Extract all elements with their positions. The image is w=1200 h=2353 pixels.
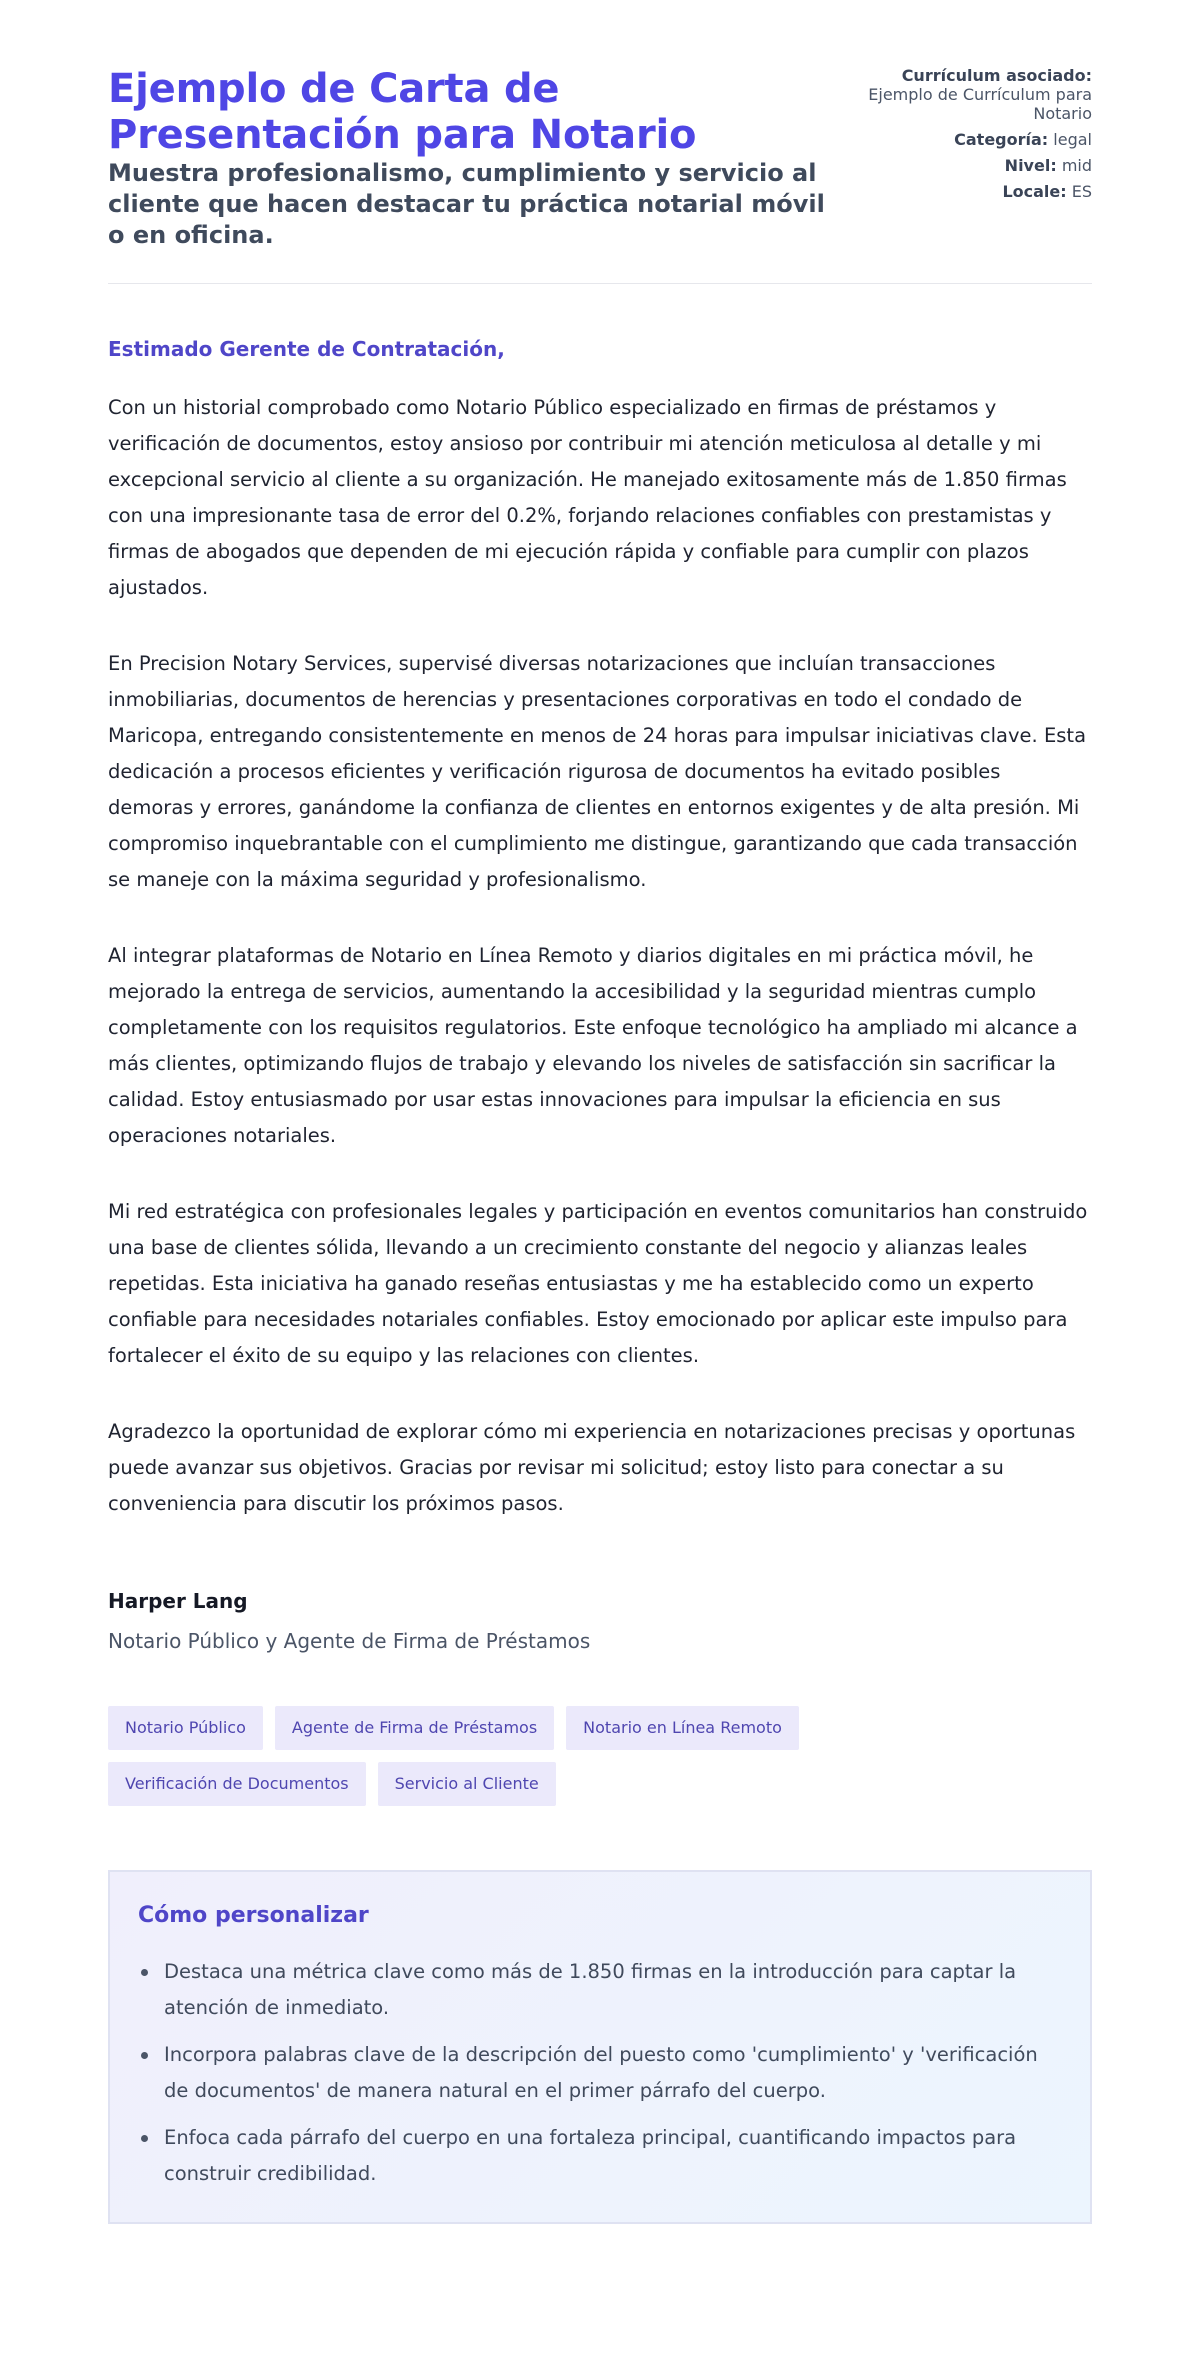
page-title: Ejemplo de Carta de Presentación para Notario <box>108 66 697 158</box>
tip-item <box>138 2120 1062 2192</box>
customize-tips-box <box>108 1870 1092 2224</box>
meta-level <box>862 156 1092 175</box>
skill-tag: Agente de Firma de Préstamos <box>275 1706 554 1750</box>
letter-paragraph: Con un historial comprobado como Notario Público especializado en firmas de préstamos y verificación de documentos, estoy ansioso por contribuir mi atención meticulosa al detalle y mi excepcional servicio al cliente a su organización. He manejado exitosamente más de 1.850 firmas con una impresionante tasa de error del 0.2%, forjando relaciones confiables con prestamistas y firmas de abogados que dependen de mi ejecución rápida y confiable para cumplir con plazos ajustados. <box>108 396 1067 599</box>
page-subtitle: Muestra profesionalismo, cumplimiento y servicio al cliente que hacen destacar tu práctica notarial móvil o en oficina. <box>108 159 825 249</box>
tip-text: Destaca una métrica clave como más de 1.850 firmas en la introducción para captar la atención de inmediato. <box>164 1960 1017 2019</box>
tip-text: Enfoca cada párrafo del cuerpo en una fortaleza principal, cuantificando impactos para construir credibilidad. <box>164 2126 1017 2185</box>
salutation: Estimado Gerente de Contratación, <box>108 337 505 361</box>
letter-paragraph: Al integrar plataformas de Notario en Línea Remoto y diarios digitales en mi práctica móvil, he mejorado la entrega de servicios, aumentando la accesibilidad y la seguridad mientras cumplo completamente con los requisitos regulatorios. Este enfoque tecnológico ha ampliado mi alcance a más clientes, optimizando flujos de trabajo y elevando los niveles de satisfacción sin sacrificar la calidad. Estoy entusiasmado por usar estas innovaciones para impulsar la eficiencia en sus operaciones notariales. <box>108 944 1078 1147</box>
meta-resume-label: Currículum asociado: <box>901 66 1092 85</box>
tips-list <box>138 1954 1062 2192</box>
meta-locale-value: ES <box>1071 182 1092 201</box>
skill-tag: Notario en Línea Remoto <box>566 1706 799 1750</box>
meta-level-label: Nivel: <box>1004 156 1057 175</box>
tip-item <box>138 1954 1062 2026</box>
signature-block <box>108 1588 1092 1654</box>
letter-paragraph: Mi red estratégica con profesionales legales y participación en eventos comunitarios han construido una base de clientes sólida, llevando a un crecimiento constante del negocio y alianzas leales repetidas. Esta iniciativa ha ganado reseñas entusiastas y me ha establecido como un experto confiable para necesidades notariales confiables. Estoy emocionado por aplicar este impulso para fortalecer el éxito de su equipo y las relaciones con clientes. <box>108 1200 1088 1367</box>
meta-category <box>862 130 1092 149</box>
meta-locale-label: Locale: <box>1002 182 1067 201</box>
meta-resume <box>862 66 1092 123</box>
meta-category-value: legal <box>1053 130 1092 149</box>
bullet-icon <box>141 2135 148 2142</box>
skill-tag: Notario Público <box>108 1706 263 1750</box>
page-header <box>108 66 1092 284</box>
header-titles <box>108 66 848 251</box>
signature-title: Notario Público y Agente de Firma de Préstamos <box>108 1629 591 1653</box>
meta-category-label: Categoría: <box>954 130 1049 149</box>
tip-text: Incorpora palabras clave de la descripción del puesto como 'cumplimiento' y 'verificación de documentos' de manera natural en el primer párrafo del cuerpo. <box>164 2043 1038 2102</box>
bullet-icon <box>141 1969 148 1976</box>
meta-locale <box>862 182 1092 201</box>
signature-name: Harper Lang <box>108 1589 248 1613</box>
letter-body <box>108 390 1092 1522</box>
skill-tag: Verificación de Documentos <box>108 1762 366 1806</box>
tips-title: Cómo personalizar <box>138 1903 369 1928</box>
tip-item <box>138 2037 1062 2109</box>
skill-tag: Servicio al Cliente <box>378 1762 556 1806</box>
meta-resume-value: Ejemplo de Currículum para Notario <box>868 85 1092 123</box>
meta-level-value: mid <box>1061 156 1092 175</box>
meta-panel <box>862 66 1092 208</box>
letter-paragraph: En Precision Notary Services, supervisé diversas notarizaciones que incluían transacciones inmobiliarias, documentos de herencias y presentaciones corporativas en todo el condado de Maricopa, entregando consistentemente en menos de 24 horas para impulsar iniciativas clave. Esta dedicación a procesos eficientes y verificación rigurosa de documentos ha evitado posibles demoras y errores, ganándome la confianza de clientes en entornos exigentes y de alta presión. Mi compromiso inquebrantable con el cumplimiento me distingue, garantizando que cada transacción se maneje con la máxima seguridad y profesionalismo. <box>108 652 1087 891</box>
skill-tags <box>108 1706 868 1806</box>
bullet-icon <box>141 2052 148 2059</box>
letter-paragraph: Agradezco la oportunidad de explorar cómo mi experiencia en notarizaciones precisas y oportunas puede avanzar sus objetivos. Gracias por revisar mi solicitud; estoy listo para conectar a su conveniencia para discutir los próximos pasos. <box>108 1420 1076 1515</box>
